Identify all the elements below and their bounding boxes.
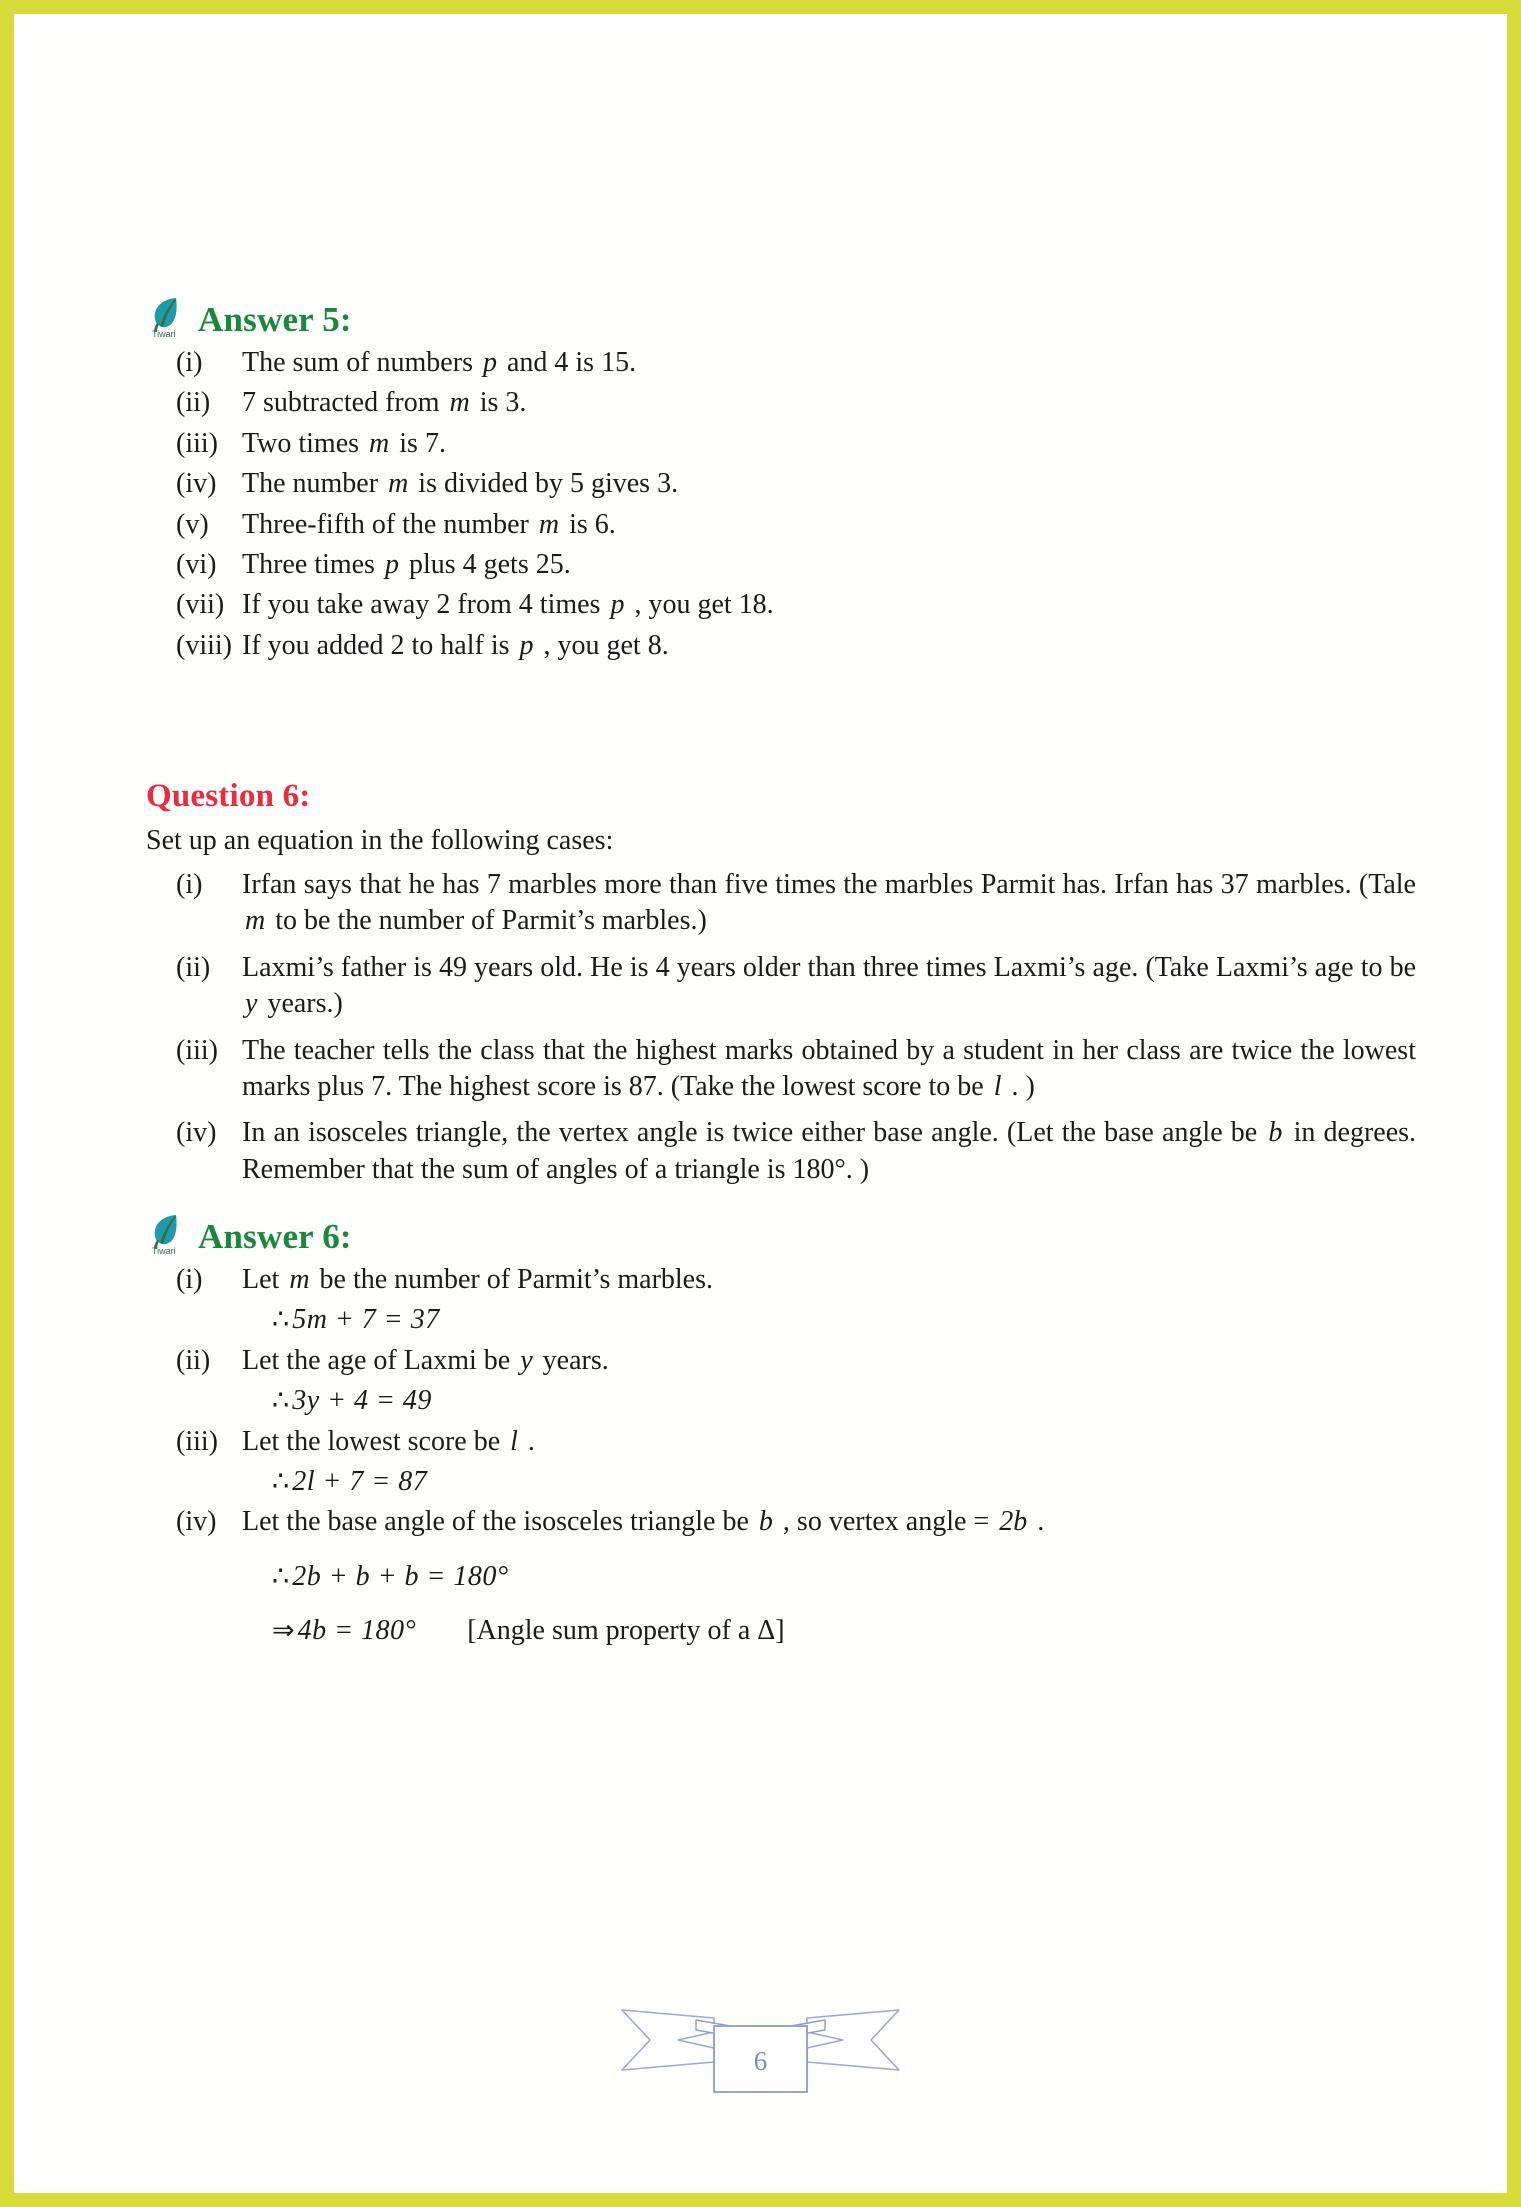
item-text [242, 867, 1416, 940]
equation-row [146, 1464, 1416, 1500]
answer-5-heading-row [146, 293, 1416, 337]
page-number-ribbon [28, 1980, 1493, 2098]
text-part: , you get 18. [634, 589, 774, 621]
text-part: 7 subtracted from [242, 387, 440, 419]
math-variable: p [519, 629, 534, 661]
text-part: Irfan says that he has 7 marbles more than five times the marbles Parmit has. Irfan has 37 marbles. (Tale [242, 868, 1416, 900]
item-label: (viii) [176, 629, 232, 661]
item-label: (iii) [176, 1034, 218, 1066]
equation-body: 4b = 180° [297, 1615, 417, 1647]
text-part: Laxmi’s father is 49 years old. He is 4 years older than three times Laxmi’s age. (Take Laxmi’s age to be [242, 951, 1416, 983]
text-part: and 4 is 15. [506, 347, 637, 378]
math-variable: l [510, 1425, 518, 1457]
item-label: (vi) [176, 548, 217, 580]
item-text [242, 466, 1416, 502]
item-label: (ii) [176, 387, 211, 419]
equation-body: 2l + 7 = 87 [292, 1466, 428, 1498]
text-part: years.) [267, 988, 343, 1020]
list-item [146, 1424, 1416, 1460]
math-variable: y [245, 988, 258, 1020]
tiwari-leaf-logo-icon [146, 1212, 192, 1256]
math-variable: p [610, 589, 625, 621]
list-item [146, 1262, 1416, 1298]
text-part: The number [242, 468, 379, 500]
item-label: (i) [176, 347, 203, 378]
math-variable: l [993, 1070, 1002, 1102]
equation-body: 5m + 7 = 37 [292, 1304, 440, 1336]
question-6-item-list [146, 867, 1416, 1188]
therefore-symbol: ∴ [272, 1304, 290, 1335]
item-label: (iv) [176, 468, 217, 500]
answer-6-item-list [146, 1262, 1416, 1650]
equation-row [146, 1302, 1416, 1338]
text-part: is divided by 5 gives 3. [418, 468, 679, 500]
therefore-symbol: ∴ [272, 1560, 290, 1591]
list-item [146, 867, 1416, 940]
equation-body: 2b + b + b = 180° [292, 1560, 509, 1592]
item-text [242, 385, 1416, 421]
text-part: , you get 8. [543, 629, 669, 661]
therefore-symbol: ∴ [272, 1385, 290, 1416]
equation-row [146, 1559, 1416, 1595]
item-text [242, 1262, 1416, 1298]
page-number-text: 6 [753, 2046, 768, 2076]
tiwari-leaf-logo-icon [146, 295, 192, 339]
answer-6-title: Answer 6: [198, 1217, 352, 1257]
text-part: In an isosceles triangle, the vertex angle is twice either base angle. (Let the base angle be [242, 1117, 1258, 1149]
text-part: Let the base angle of the isosceles triangle be [242, 1506, 749, 1538]
item-text [242, 426, 1416, 462]
equation-body: 3y + 4 = 49 [292, 1385, 432, 1417]
item-label: (iv) [176, 1117, 217, 1149]
item-label: (iii) [176, 427, 218, 459]
item-label: (ii) [176, 1344, 211, 1376]
list-item [146, 385, 1416, 421]
list-item [146, 1343, 1416, 1379]
math-variable: m [369, 427, 390, 459]
item-label: (ii) [176, 951, 211, 983]
text-part: Three-fifth of the number [242, 508, 529, 540]
item-text [242, 587, 1416, 623]
list-item [146, 547, 1416, 583]
item-text [242, 1343, 1416, 1379]
math-variable: m [538, 508, 560, 540]
text-part: If you take away 2 from 4 times [242, 589, 601, 621]
math-variable: p [482, 347, 497, 378]
text-part: be the number of Parmit’s marbles. [319, 1264, 714, 1296]
item-text [242, 547, 1416, 583]
text-part: in degrees. Remember that the sum of angles of a triangle is 180°. ) [242, 1117, 1417, 1185]
text-part: is 6. [569, 508, 616, 540]
item-text [242, 950, 1416, 1023]
list-item [146, 345, 1416, 381]
text-part: years. [542, 1344, 609, 1376]
ribbon-graphic [618, 1980, 903, 2098]
document-content [146, 293, 1416, 1668]
item-text [242, 1115, 1416, 1188]
math-variable: b [758, 1506, 773, 1538]
answer-5-title: Answer 5: [198, 300, 352, 339]
question-6-intro: Set up an equation in the following cases: [146, 825, 614, 857]
math-variable: m [388, 468, 409, 500]
text-part: Let the age of Laxmi be [242, 1344, 511, 1376]
item-label: (i) [176, 1264, 203, 1296]
item-text [242, 1504, 1416, 1540]
item-label: (iv) [176, 1506, 217, 1538]
item-text [242, 628, 1416, 664]
list-item [146, 587, 1416, 623]
page-canvas [28, 28, 1493, 2179]
svg-text:Tiwari: Tiwari [152, 1246, 176, 1257]
section-spacer [146, 668, 1416, 780]
item-label: (iii) [176, 1425, 218, 1457]
item-label: (i) [176, 868, 203, 900]
list-item [146, 1504, 1416, 1540]
text-part: If you added 2 to half is [242, 629, 510, 661]
text-part: Let [242, 1264, 280, 1296]
text-part: to be the number of Parmit’s marbles.) [275, 905, 707, 937]
math-variable: y [520, 1344, 533, 1376]
section-spacer [146, 1198, 1416, 1210]
list-item [146, 950, 1416, 1023]
question-6-title: Question 6: [146, 778, 311, 815]
text-part: plus 4 gets 25. [408, 548, 571, 580]
item-text [242, 345, 1416, 381]
list-item [146, 466, 1416, 502]
item-label: (vii) [176, 589, 225, 621]
math-variable: m [449, 387, 470, 419]
math-variable: m [289, 1264, 310, 1296]
equation-row [146, 1383, 1416, 1419]
answer-6-heading-row [146, 1210, 1416, 1257]
item-label: (v) [176, 508, 209, 540]
text-part: , so vertex angle = [782, 1506, 990, 1538]
equation-note: [Angle sum property of a Δ] [467, 1615, 785, 1647]
answer-5-item-list [146, 345, 1416, 664]
math-variable: m [245, 905, 266, 937]
list-item [146, 1115, 1416, 1188]
text-part: is 3. [479, 387, 527, 419]
question-6-heading-row [146, 780, 1416, 813]
math-variable: p [384, 548, 399, 580]
list-item [146, 628, 1416, 664]
list-item [146, 426, 1416, 462]
svg-text:Tiwari: Tiwari [152, 329, 176, 339]
equation-row [146, 1613, 1416, 1649]
list-item [146, 1033, 1416, 1106]
math-variable: 2b [999, 1506, 1028, 1538]
text-part: Two times [242, 427, 360, 459]
therefore-symbol: ∴ [272, 1466, 290, 1497]
implies-symbol: ⇒ [272, 1615, 295, 1646]
text-part: The teacher tells the class that the highest marks obtained by a student in her class are twice the lowest marks plus 7. The highest score is 87. (Take the lowest score to be [242, 1034, 1416, 1102]
text-part: . [1037, 1506, 1045, 1538]
item-text [242, 507, 1416, 543]
text-part: The sum of numbers [242, 347, 473, 378]
text-part: is 7. [399, 427, 446, 459]
item-text [242, 1424, 1416, 1460]
item-text [242, 1033, 1416, 1106]
list-item [146, 507, 1416, 543]
text-part: . ) [1011, 1070, 1035, 1102]
text-part: . [527, 1425, 535, 1457]
text-part: Let the lowest score be [242, 1425, 501, 1457]
math-variable: b [1268, 1117, 1283, 1149]
text-part: Three times [242, 548, 375, 580]
